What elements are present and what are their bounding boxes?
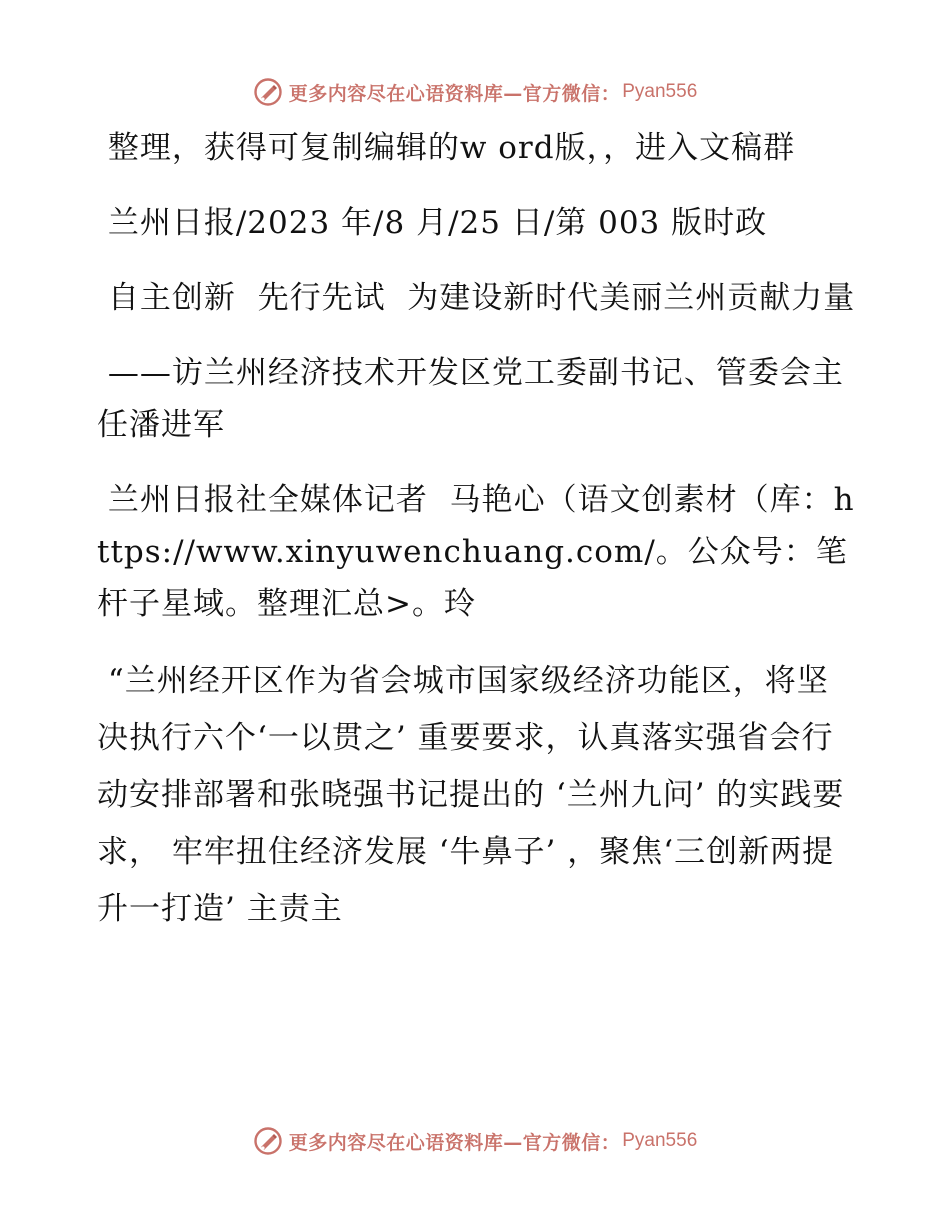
source-line: 兰州日报/2023 年/8 月/25 日/第 003 版时政 xyxy=(97,205,768,241)
pen-seal-icon xyxy=(253,77,283,107)
banner-wechat-id: Pyan556 xyxy=(622,1130,698,1151)
byline: 兰州日报社全媒体记者 马艳心（语文创素材（库：https://www.xinyuwenchuang.com/。公众号：笔杆子星域。整理汇总>。玲 xyxy=(97,482,855,622)
body-paragraph: “兰州经开区作为省会城市国家级经济功能区，将坚决执行六个‘一以贯之’ 重要要求，认真落实强省会行动安排部署和张晓强书记提出的 ‘兰州九问’ 的实践要求， 牢牢扭住经济发展 ‘牛鼻子’ ，聚焦‘三创新两提升一打造’ 主责主 xyxy=(97,663,845,927)
pen-seal-icon xyxy=(253,1126,283,1156)
footer-banner xyxy=(0,1121,950,1161)
banner-text: 更多内容尽在心语资料库—官方微信： xyxy=(288,82,621,105)
banner-text: 更多内容尽在心语资料库—官方微信： xyxy=(288,1131,621,1154)
banner-wechat-id: Pyan556 xyxy=(622,81,698,102)
intro-note: 整理，获得可复制编辑的w ord版，，进入文稿群 xyxy=(97,130,796,166)
header-banner xyxy=(0,72,950,112)
article-subtitle: ——访兰州经济技术开发区党工委副书记、管委会主任潘进军 xyxy=(97,355,844,443)
document-body xyxy=(97,122,857,961)
article-title: 自主创新 先行先试 为建设新时代美丽兰州贡献力量 xyxy=(97,280,856,316)
